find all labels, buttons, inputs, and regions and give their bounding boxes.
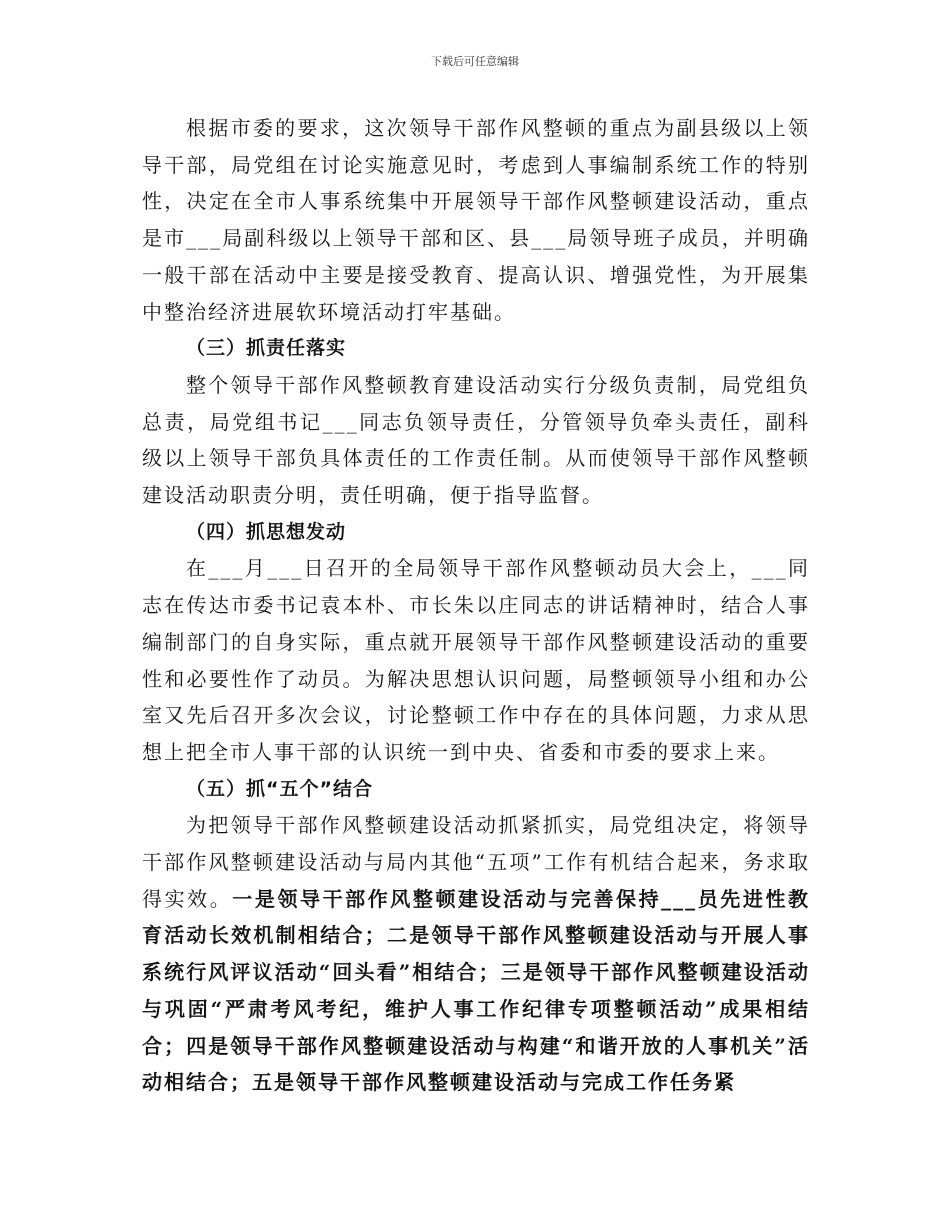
- paragraph-five-list: 一是领导干部作风整顿建设活动与完善保持___员先进性教育活动长效机制相结合；二是领导干部作风整顿建设活动与开展人事系统行风评议活动“回头看”相结合；三是领导干部作风整顿建设活动与巩固“严肃考风考纪，维护人事工作纪律专项整顿活动”成果相结合；四是领导干部作风整顿建设活动与构建“和谐开放的人事机关”活动相结合；五是领导干部作风整顿建设活动与完成工作任务紧: [142, 886, 811, 1095]
- paragraph-five-intro: 为把领导干部作风整顿建设活动抓紧抓实，局党组决定，将领导干部作风整顿建设活动与局内其他“五项”工作有机结合起来，务求取得实效。: [142, 813, 810, 911]
- paragraph-responsibility: 整个领导干部作风整顿教育建设活动实行分级负责制，局党组负总责，局党组书记___同志负领导责任，分管领导负牵头责任，副科级以上领导干部负具体责任的工作责任制。从而使领导干部作风整顿建设活动职责分明，责任明确，便于指导监督。: [142, 372, 810, 508]
- heading-responsibility: （三）抓责任落实: [186, 337, 347, 360]
- document-body: [142, 110, 810, 1101]
- page-header: 下载后可任意编辑: [431, 55, 519, 68]
- heading-five-combinations: （五）抓“五个”结合: [186, 777, 373, 800]
- paragraph-focus: 根据市委的要求，这次领导干部作风整顿的重点为副县级以上领导干部，局党组在讨论实施意见时，考虑到人事编制系统工作的特别性，决定在全市人事系统集中开展领导干部作风整顿建设活动，重点是市___局副科级以上领导干部和区、县___局领导班子成员，并明确一般干部在活动中主要是接受教育、提高认识、增强党性，为开展集中整治经济进展软环境活动打牢基础。: [142, 116, 810, 324]
- heading-mobilization: （四）抓思想发动: [186, 520, 347, 543]
- paragraph-five-combinations: [142, 807, 810, 1101]
- paragraph-mobilization: 在___月___日召开的全局领导干部作风整顿动员大会上，___同志在传达市委书记袁本朴、市长朱以庄同志的讲话精神时，结合人事编制部门的自身实际，重点就开展领导干部作风整顿建设活动的重要性和必要性作了动员。为解决思想认识问题，局整顿领导小组和办公室又先后召开多次会议，讨论整顿工作中存在的具体问题，力求从思想上把全市人事干部的认识统一到中央、省委和市委的要求上来。: [142, 556, 810, 764]
